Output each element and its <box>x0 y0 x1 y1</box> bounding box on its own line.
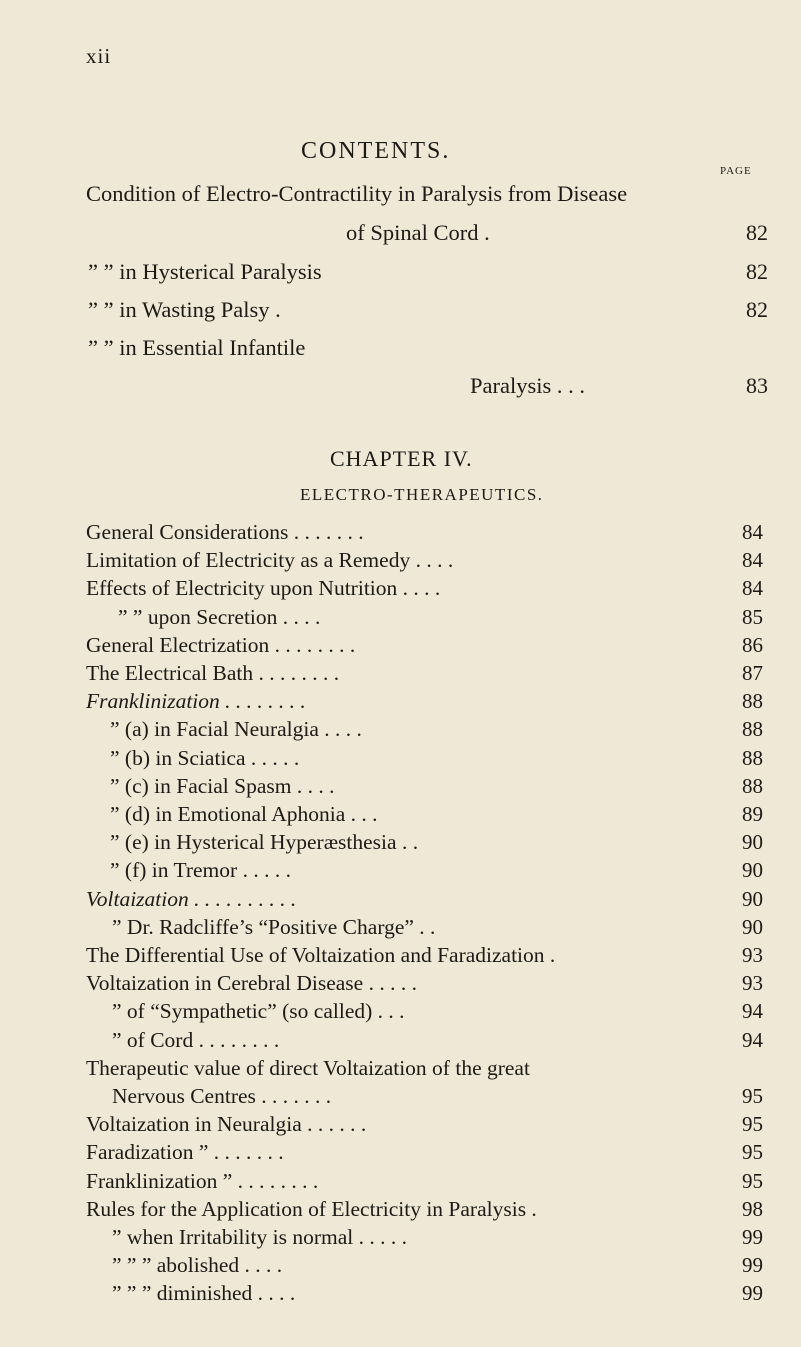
toc-entry-page: 85 <box>742 604 763 629</box>
toc-entry-page: 95 <box>742 1140 763 1165</box>
toc-entry-page: 82 <box>746 220 768 245</box>
toc-entry-page: 88 <box>742 773 763 798</box>
toc-entry-text: Voltaization in Cerebral Disease . . . . . <box>86 971 417 996</box>
toc-entry-page: 82 <box>746 297 768 322</box>
toc-entry-text: ” Dr. Radcliffe’s “Positive Charge” . . <box>112 914 436 939</box>
toc-entry-text: ” (a) in Facial Neuralgia . . . . <box>110 717 362 742</box>
toc-entry-text: The Differential Use of Voltaization and Faradization . <box>86 943 556 967</box>
toc-entry-text: ” (e) in Hysterical Hyperæsthesia . . <box>110 830 419 855</box>
folio-number: xii <box>86 44 112 68</box>
toc-entry-text: Faradization ” . . . . . . . <box>86 1140 284 1165</box>
toc-entry-page: 82 <box>746 259 768 284</box>
toc-entry-text: ” (c) in Facial Spasm . . . . <box>110 773 335 798</box>
toc-entry-text-overflow: ” ” ” diminished . . . . <box>112 1281 296 1306</box>
chapter-subtitle: ELECTRO-THERAPEUTICS. <box>300 485 544 504</box>
toc-entry-page: 93 <box>742 943 763 967</box>
toc-entry-text: Franklinization . . . . . . . . <box>86 689 306 714</box>
toc-entry-text: General Electrization . . . . . . . . <box>86 632 356 657</box>
toc-entry-page: 99 <box>742 1253 763 1278</box>
toc-entry-text: ” ” upon Secretion . . . . <box>118 604 321 629</box>
toc-entry-text: Rules for the Application of Electricity in Paralysis . <box>86 1196 537 1221</box>
toc-entry-page: 94 <box>742 999 763 1024</box>
chapter-title: CHAPTER IV. <box>330 446 473 471</box>
toc-entry-page: 98 <box>742 1196 763 1221</box>
toc-entry-text: Voltaization . . . . . . . . . . <box>86 886 297 911</box>
toc-entry-text: Condition of Electro-Contractility in Paralysis from Disease <box>86 181 628 206</box>
toc-entry-text: Voltaization in Neuralgia . . . . . . <box>86 1112 367 1137</box>
toc-entry-text: ” (b) in Sciatica . . . . . <box>110 745 300 770</box>
toc-entry-text: ” (f) in Tremor . . . . . <box>110 858 291 883</box>
toc-entry-text: Nervous Centres . . . . . . . <box>112 1084 332 1108</box>
toc-entry-page: 93 <box>742 971 763 996</box>
toc-entry-text: ” ” in Hysterical Paralysis <box>88 259 322 284</box>
toc-entry-page: 84 <box>742 520 763 544</box>
toc-entry-text: The Electrical Bath . . . . . . . . <box>86 661 340 685</box>
toc-entry-text: ” ” in Wasting Palsy . <box>88 297 281 322</box>
toc-entry-text: ” ” in Essential Infantile <box>88 335 306 360</box>
toc-entry-page: 95 <box>742 1084 763 1108</box>
toc-entry-page: 88 <box>742 745 763 770</box>
toc-entry-text: General Considerations . . . . . . . <box>86 520 364 544</box>
toc-entry-text: ” when Irritability is normal . . . . . <box>112 1225 407 1249</box>
toc-entry-text: Franklinization ” . . . . . . . . <box>86 1168 319 1193</box>
toc-entry-text: ” of “Sympathetic” (so called) . . . <box>112 999 405 1024</box>
toc-entry-page: 83 <box>746 373 768 398</box>
toc-entry-page: 90 <box>742 830 763 855</box>
toc-entry-page: 90 <box>742 858 763 883</box>
toc-entry-text: Limitation of Electricity as a Remedy . . . . <box>86 548 454 573</box>
toc-entry-text: ” (d) in Emotional Aphonia . . . <box>110 802 378 826</box>
toc-entry-page: 88 <box>742 717 763 742</box>
toc-entry-page: 90 <box>742 886 763 911</box>
toc-entry-page: 95 <box>742 1112 763 1137</box>
toc-entry-page: 87 <box>742 661 763 685</box>
toc-entry-page: 99 <box>742 1225 763 1249</box>
toc-entry-text: Effects of Electricity upon Nutrition . . . . <box>86 576 441 601</box>
toc-entry-page-overflow: 99 <box>742 1281 763 1306</box>
toc-entry-page: 95 <box>742 1168 763 1193</box>
toc-entry-page: 88 <box>742 689 763 714</box>
toc-entry-text: of Spinal Cord . <box>346 220 490 245</box>
toc-entry-page: 86 <box>742 632 763 657</box>
toc-entry-page: 89 <box>742 802 763 826</box>
toc-entry-text: ” of Cord . . . . . . . . <box>112 1027 280 1052</box>
running-head: CONTENTS. <box>301 138 451 164</box>
toc-entry-text: Paralysis . . . <box>470 373 585 398</box>
page-column-header: PAGE <box>720 165 752 177</box>
toc-entry-text: Therapeutic value of direct Voltaization of the great <box>86 1055 530 1080</box>
toc-entry-page: 90 <box>742 914 763 939</box>
toc-entry-text: ” ” ” abolished . . . . <box>112 1253 283 1278</box>
toc-entry-page: 84 <box>742 548 763 573</box>
toc-entry-page: 84 <box>742 576 763 601</box>
toc-entry-page: 94 <box>742 1027 763 1052</box>
